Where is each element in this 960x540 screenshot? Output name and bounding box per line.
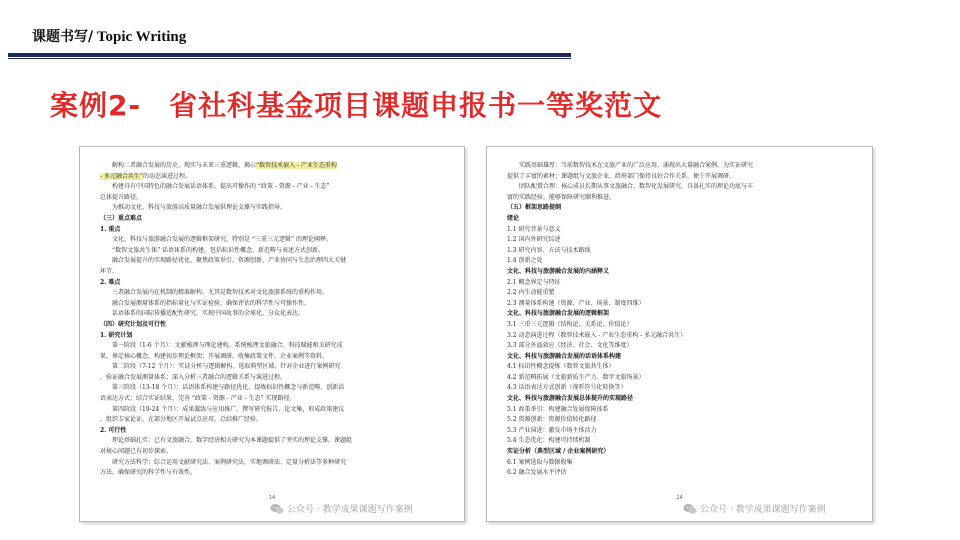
watermark-text: 公众号 · 教学成果课题写作案例: [287, 505, 413, 515]
document-line: 第二阶段（7-12 个月）：实证分析与逻辑解构。选取典型区域，针对企业进行案例研究: [112, 363, 341, 371]
document-line: 2.2 内生动能重塑: [507, 289, 555, 297]
document-line: 文化、科技与旅游融合发展的话语体系构建: [507, 352, 622, 360]
document-line: 2. 难点: [100, 278, 121, 286]
document-line: 方法，确保研究的科学性与有效性。: [100, 469, 197, 477]
document-line: 1.4 创新之处: [507, 257, 543, 265]
slide-title: [50, 84, 662, 124]
document-line: 对核心问题已有初步探索。: [100, 448, 173, 456]
document-line: 实证分析（典型区域 / 企业案例研究）: [507, 448, 610, 456]
title-main: 省社科基金项目课题申报书一等奖范文: [169, 89, 663, 122]
document-line: 融合发展提升的实现路径优化，聚焦政策举引、资源创新、产业协同与生态治理四大关键: [112, 257, 347, 265]
document-line: 5.2 资源创新：资源价值转化路径: [507, 416, 597, 424]
document-page-left: [79, 146, 465, 522]
header-en: Topic Writing: [93, 29, 187, 45]
page-number-left: 14: [268, 495, 276, 501]
document-line: 文化、科技与旅游融合发展总体提升的实现路径: [507, 395, 634, 403]
header-cn: 课题书写/: [32, 29, 94, 45]
section-header: [32, 26, 186, 48]
page-number-right: 14: [676, 495, 683, 501]
document-line: 研究方法科学：综合运用文献研究法、案例研究法、实地调研法、定量分析法等多种研究: [112, 458, 347, 466]
title-case-number: 案例2-: [50, 89, 142, 122]
document-line: 文化、科技与旅游融合发展的逻辑框架: [507, 310, 610, 318]
document-line: 实践基础雄厚：当前数智技术在文旅产业的广泛应用，涌现出大量融合案例，为实证研究: [519, 162, 754, 169]
document-line: 3.3 部分外溢效应（经济、社会、文化等维度）: [507, 342, 633, 350]
document-line: 话语体系的国际传播适配性研究，实现中国故事的全球化、分众化表达。: [112, 310, 305, 318]
wechat-icon: [270, 503, 284, 515]
document-text-right: [507, 161, 858, 479]
document-line: ，验证融合发展测量体系；深入分析三者融合的逻辑关系与演进过程。: [100, 373, 287, 381]
document-line: 6.1 案例选取与数据收集: [507, 458, 573, 466]
document-line: 1.3 研究内容、方法与技术路线: [507, 246, 591, 254]
document-line: 融合发展测量体系的指标量化与实证检验，确保评估的科学性与可操作性。: [112, 299, 311, 307]
document-line: “数智文旅共生体” 话语体系的构建，包括标识性概念、新范畴与表述方式创新。: [112, 246, 325, 254]
document-line: 4.2 新范畴拓展（文旅新质生产力、数字文旅场景）: [507, 373, 645, 381]
document-line: 6.2 融合发展水平评估: [507, 469, 567, 477]
document-line: - 多元融合共生”的动态演进过程。: [100, 172, 192, 180]
document-line: 团队配置合理：核心成员长期从事文旅融合、数智化发展研究，具备扎实的理论功底与丰: [519, 183, 754, 191]
watermark-left: [270, 502, 413, 515]
document-line: 1. 研究计划: [100, 331, 133, 339]
document-line: 2.3 测量体系构建（资源、产业、场景、制度四维）: [507, 299, 645, 307]
document-line: 三者融合发展内在机制的精准解构，尤其是数智技术对文化旅游系统的重构作用。: [112, 289, 329, 297]
document-line: 文化、科技与旅游融合发展的逻辑框架研究，特别是 “三重三元逻辑” 的理论阐释。: [112, 236, 332, 244]
document-line: 2. 可行性: [100, 426, 127, 434]
document-line: 3.1 三重三元逻辑（结构论、关系论、价值论）: [507, 320, 633, 328]
watermark-text: 公众号 · 教学成果课题写作案例: [700, 505, 826, 515]
document-line: 1. 重点: [100, 225, 121, 233]
header-rule: [8, 53, 571, 57]
document-line: 总体提升路径。: [100, 193, 143, 201]
document-line: 4.1 标识性概念提炼（数智文旅共生体）: [507, 363, 615, 371]
document-line: 构建具有中国特色的融合发展话语体系，提出可操作的 “政策 - 资源 - 产业 - 生态”: [112, 183, 330, 191]
watermark-right: [683, 502, 826, 515]
document-line: 解构二者融合发展的历史、现实与未来三重逻辑，揭示“数智技术嵌入 - 产业生态重构: [112, 162, 337, 169]
wechat-icon: [683, 503, 697, 515]
document-line: 4.3 话语表达方式创新（视听符号化转换等）: [507, 384, 627, 392]
document-line: 1.2 国内外研究综述: [507, 236, 561, 244]
document-line: ，组织专家论证，在部分地区开展试点应用，总结推广经验。: [100, 416, 263, 424]
document-line: （五）框架思路提纲: [507, 204, 562, 212]
document-line: （四）研究计划及可行性: [100, 320, 167, 328]
document-line: 环节。: [100, 267, 119, 275]
document-line: 1.1 研究背景与意义: [507, 225, 561, 233]
document-line: 2.1 概念界定与特征: [507, 278, 561, 286]
document-line: 5.1 政策举引：构建融合发展保障体系: [507, 405, 609, 413]
document-text-left: [100, 161, 450, 479]
highlighted-text: “数智技术嵌入 - 产业生态重构: [256, 162, 337, 169]
document-line: 理论基础扎实：已有文旅融合、数字经济相关研究为本课题提供了坚实的理论支撑，课题组: [112, 437, 353, 445]
document-line: 提供了丰富的素材；课题组与文旅企业、政府部门保持良好合作关系，便于开展调研。: [507, 172, 736, 180]
document-line: 第四阶段（19-24 个月）：成果凝练与应用推广。撰写研究报告、论文集，形成政策建议: [112, 405, 345, 413]
document-line: 富的实践经验，能够保障研究顺利推进。: [507, 193, 616, 201]
document-line: 文化、科技与旅游融合发展的内涵释义: [507, 267, 610, 275]
document-line: （三）重点难点: [100, 214, 143, 222]
header-rule-thin: [8, 58, 571, 59]
document-line: 第三阶段（13-18 个月）：话语体系构建与路径优化。提炼标识性概念与新范畴，创新话: [112, 384, 345, 392]
document-line: 果，界定核心概念，构建初步理论框架；开展调研，收集政策文件、企业案例等资料。: [100, 352, 329, 360]
document-line: 3.2 动态演进过程（数智技术嵌入 - 产业生态重构 - 多元融合共生）: [507, 331, 687, 339]
document-line: 为推动文化、科技与旅游高质量融合发展供理论支撑与实践指导。: [112, 204, 287, 212]
document-line: 绪论: [507, 214, 520, 222]
document-line: 语表达方式；结合实证结果，完善 “政策 - 资源 - 产业 - 生态” 实现路径。: [100, 395, 296, 403]
highlighted-text: - 多元融合共生”: [100, 172, 144, 180]
document-line: 5.4 生态优化：构建可持续机制: [507, 437, 591, 445]
document-page-right: [486, 146, 873, 522]
document-line: 5.3 产业演进：激发市场主体活力: [507, 426, 597, 434]
document-line: 第一阶段（1-6 个月）：文献梳理与理论建构。系统梳理文旅融合、科技赋能相关研究成: [112, 342, 343, 350]
